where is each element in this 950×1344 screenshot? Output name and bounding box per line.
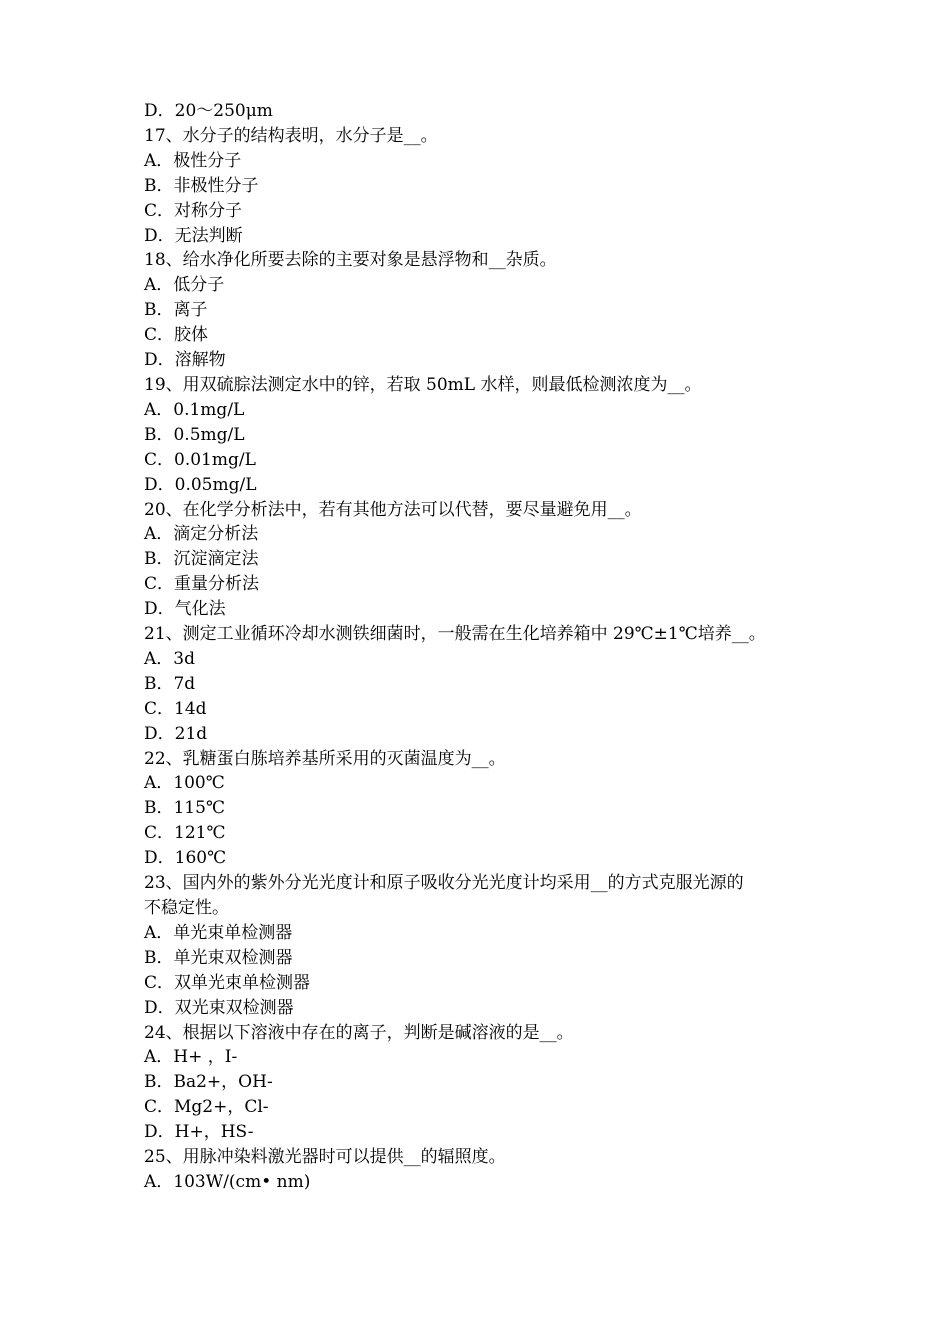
option-line: A．103W/(cm• nm) [144,1171,311,1192]
option-line: C．121℃ [144,823,226,844]
option-line: D．H+，HS- [144,1122,254,1143]
option-line: C．对称分子 [144,200,243,221]
option-line: D．溶解物 [144,350,226,371]
question-line: 17、水分子的结构表明，水分子是__。 [144,125,438,146]
question-line: 18、给水净化所要去除的主要对象是悬浮物和__杂质。 [144,250,557,271]
option-line: D．20～250μm [144,101,273,121]
option-line: C．双单光束单检测器 [144,972,311,993]
option-line: A．3d [144,648,195,669]
option-line: B．0.5mg/L [144,424,245,445]
option-line: A．低分子 [144,275,225,296]
option-line: C．重量分析法 [144,574,260,595]
option-line: A．单光束单检测器 [144,922,293,943]
question-line: 21、测定工业循环冷却水测铁细菌时，一般需在生化培养箱中 29℃±1℃培养__。 [144,624,766,645]
question-line: 19、用双硫腙法测定水中的锌，若取 50mL 水样，则最低检测浓度为__。 [144,374,702,395]
option-line: D．气化法 [144,599,226,620]
option-line: C．0.01mg/L [144,449,256,470]
question-line: 24、根据以下溶液中存在的离子，判断是碱溶液的是__。 [144,1022,574,1043]
option-line: B．7d [144,673,196,694]
option-line: D．无法判断 [144,225,243,246]
option-line: B．非极性分子 [144,175,259,196]
question-line: 25、用脉冲染料激光器时可以提供__的辐照度。 [144,1147,506,1168]
question-line: 22、乳糖蛋白胨培养基所采用的灭菌温度为__。 [144,748,506,769]
question-line-continued: 不稳定性。 [144,898,229,918]
option-line: B．Ba2+，OH- [144,1072,273,1093]
option-line: A．H+ ，I- [144,1047,238,1068]
option-line: A．滴定分析法 [144,524,259,545]
option-line: B．单光束双检测器 [144,947,293,968]
option-line: C．胶体 [144,325,209,346]
option-line: B．115℃ [144,798,225,819]
option-line: D．双光束双检测器 [144,997,294,1018]
option-line: D．21d [144,723,208,744]
question-line: 20、在化学分析法中，若有其他方法可以代替，要尽量避免用__。 [144,499,642,520]
option-line: B．离子 [144,300,208,321]
option-line: D．160℃ [144,848,227,869]
question-line: 23、国内外的紫外分光光度计和原子吸收分光光度计均采用__的方式克服光源的 [144,873,744,894]
option-line: C．Mg2+，Cl- [144,1097,269,1118]
option-line: D．0.05mg/L [144,474,257,495]
option-line: C．14d [144,698,207,719]
option-line: A．极性分子 [144,150,242,171]
option-line: B．沉淀滴定法 [144,549,259,570]
option-line: A．100℃ [144,773,225,794]
option-line: A．0.1mg/L [144,399,245,420]
document-body [144,99,824,1195]
